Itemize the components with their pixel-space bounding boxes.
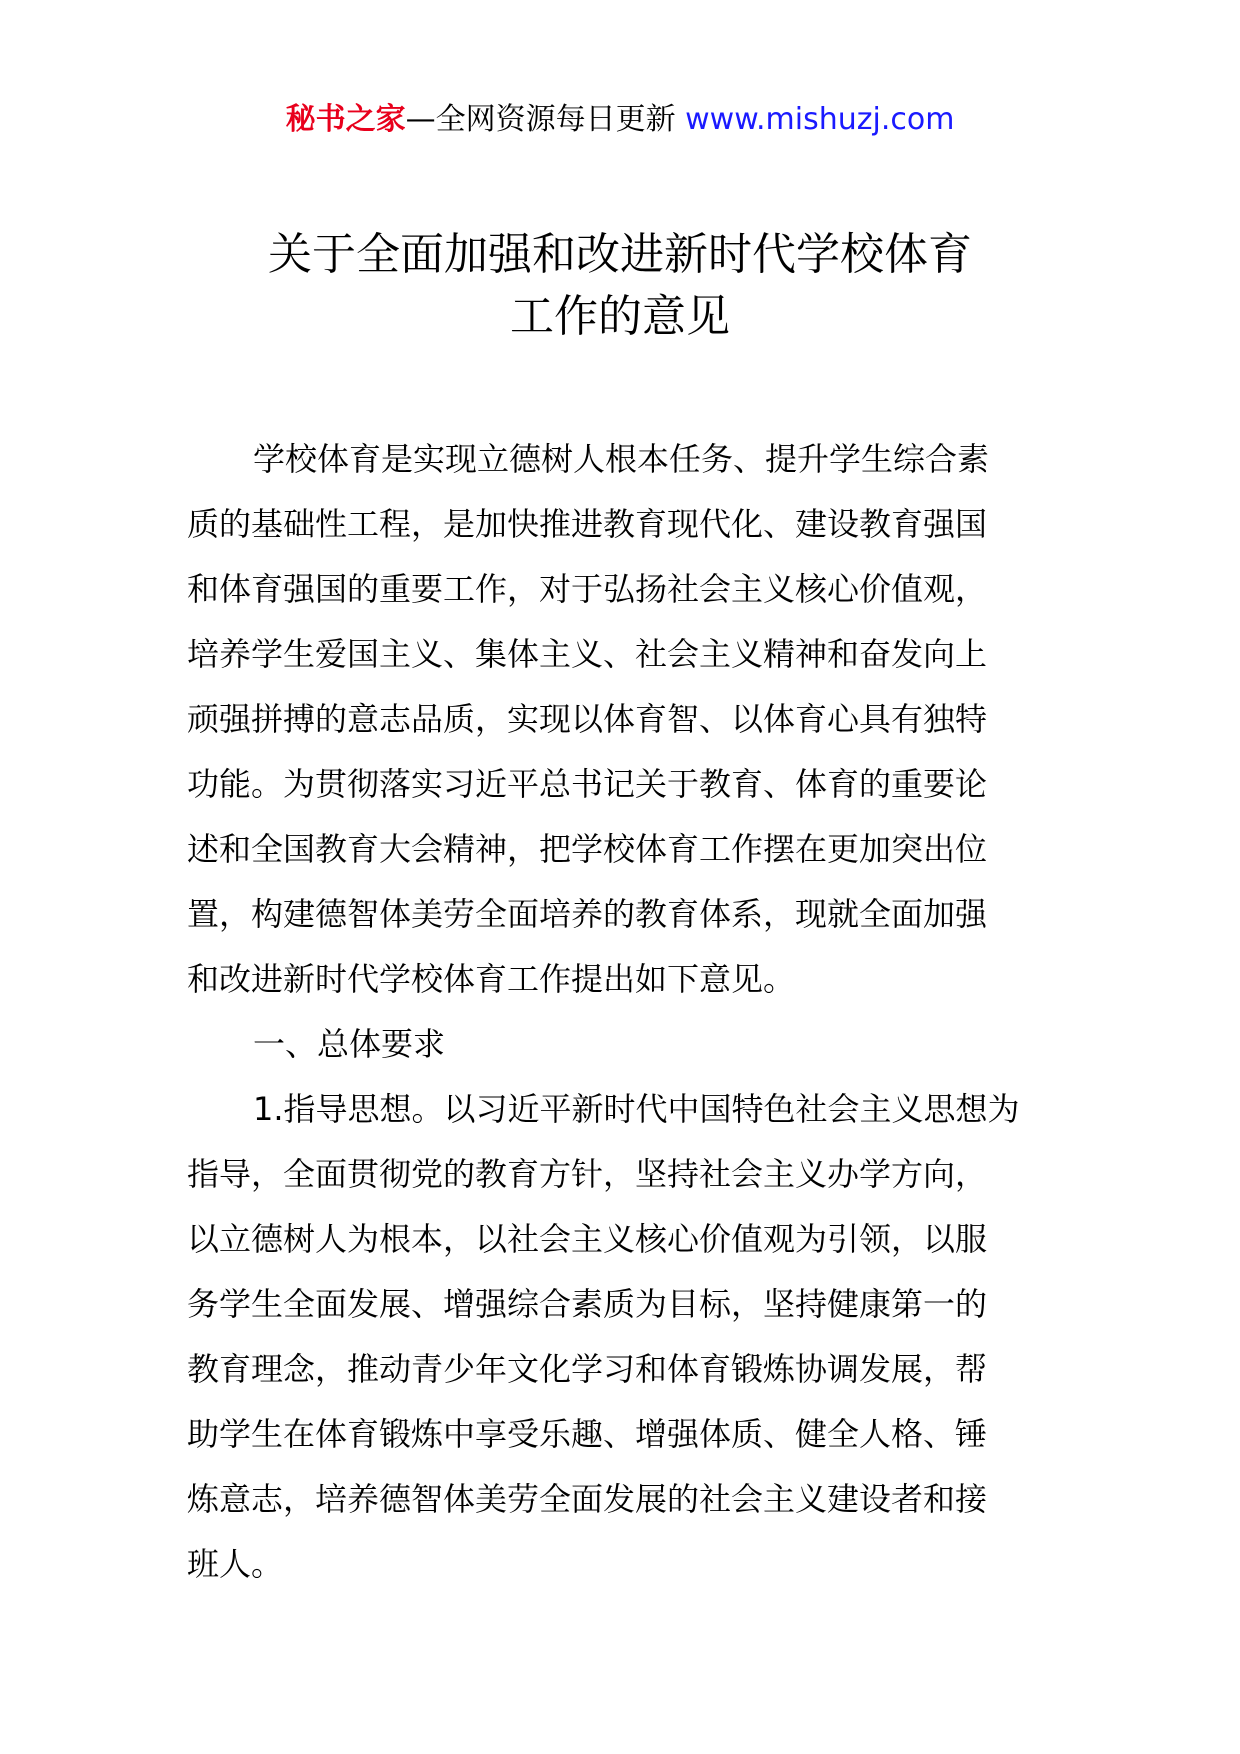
site-slogan: —全网资源每日更新 (405, 102, 686, 137)
text-line: 1.指导思想。以习近平新时代中国特色社会主义思想为 (253, 1090, 1020, 1128)
section-heading-general-requirements (187, 1012, 1057, 1077)
text-line: 顽强拼搏的意志品质，实现以体育智、以体育心具有独特 (187, 700, 988, 738)
document-title-line-1: 关于全面加强和改进新时代学校体育 (268, 229, 972, 280)
paragraph-guiding-ideology (187, 1077, 1057, 1597)
section-heading-text: 一、总体要求 (253, 1025, 446, 1063)
document-title (0, 224, 1240, 348)
document-body (187, 427, 1057, 1597)
text-line: 置，构建德智体美劳全面培养的教育体系，现就全面加强 (187, 895, 988, 933)
text-line: 培养学生爱国主义、集体主义、社会主义精神和奋发向上 (187, 635, 988, 673)
text-line: 述和全国教育大会精神，把学校体育工作摆在更加突出位 (187, 830, 988, 868)
document-title-line-2: 工作的意见 (510, 291, 730, 342)
text-line: 和改进新时代学校体育工作提出如下意见。 (187, 960, 796, 998)
text-line: 学校体育是实现立德树人根本任务、提升学生综合素 (253, 440, 990, 478)
text-line: 功能。为贯彻落实习近平总书记关于教育、体育的重要论 (187, 765, 988, 803)
text-line: 炼意志，培养德智体美劳全面发展的社会主义建设者和接 (187, 1480, 988, 1518)
paragraph-intro (187, 427, 1057, 1012)
text-line: 务学生全面发展、增强综合素质为目标，坚持健康第一的 (187, 1285, 988, 1323)
text-line: 和体育强国的重要工作，对于弘扬社会主义核心价值观， (187, 570, 988, 608)
site-url-link[interactable]: www.mishuzj.com (685, 102, 955, 137)
text-line: 教育理念，推动青少年文化学习和体育锻炼协调发展，帮 (187, 1350, 988, 1388)
text-line: 以立德树人为根本，以社会主义核心价值观为引领，以服 (187, 1220, 988, 1258)
text-line: 质的基础性工程，是加快推进教育现代化、建设教育强国 (187, 505, 988, 543)
site-brand: 秘书之家 (285, 102, 406, 137)
text-line: 助学生在体育锻炼中享受乐趣、增强体质、健全人格、锤 (187, 1415, 988, 1453)
site-header (0, 100, 1240, 140)
text-line: 班人。 (187, 1545, 284, 1583)
text-line: 指导，全面贯彻党的教育方针，坚持社会主义办学方向， (187, 1155, 988, 1193)
